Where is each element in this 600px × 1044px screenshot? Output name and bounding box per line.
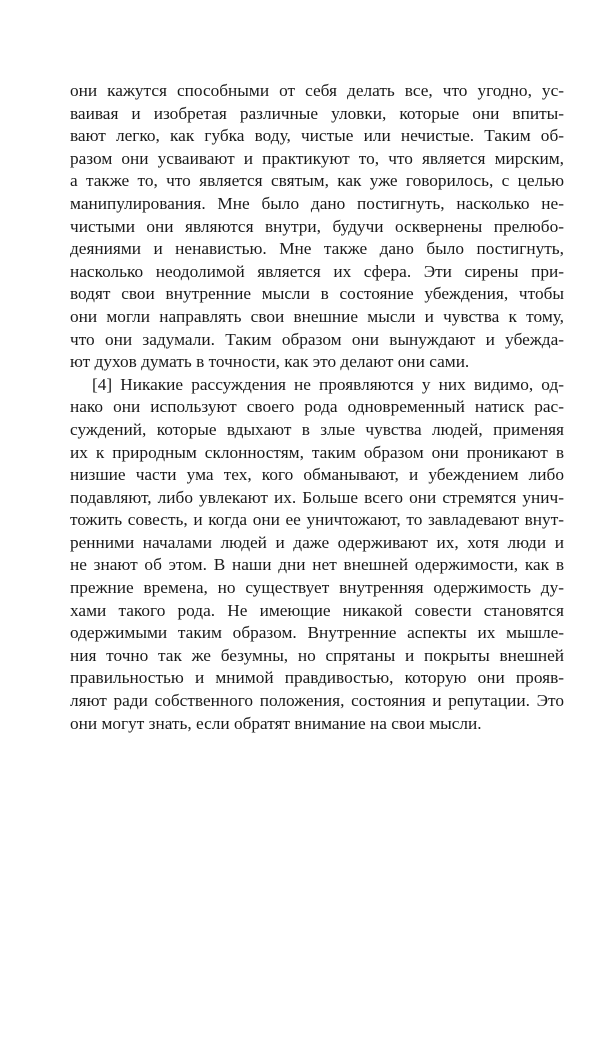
text-line: ляют ради собственного положения, состояния и репутации. Это [70, 691, 564, 711]
text-line: водят свои внутренние мысли в состояние убеждения, чтобы [70, 284, 564, 304]
text-line: прежние времена, но существует внутренняя одержимость ду- [70, 578, 564, 598]
text-line: их к природным склонностям, таким образом они проникают в [70, 442, 564, 462]
text-line: а также то, что является святым, как уже говорилось, с целью [70, 171, 564, 191]
text-line: ют духов думать в точности, как это делают они сами. [70, 352, 470, 372]
paragraph-1 [70, 80, 564, 374]
text-line: что они задумали. Таким образом они вынуждают и убежда- [70, 329, 564, 349]
text-line: ваивая и изобретая различные уловки, которые они впиты- [70, 103, 564, 123]
text-line: [4] Никакие рассуждения не проявляются у них видимо, од- [92, 374, 564, 394]
text-line: хами такого рода. Не имеющие никакой совести становятся [70, 600, 564, 620]
paragraph-2 [70, 374, 564, 736]
text-line: ренними началами людей и даже одерживают их, хотя люди и [70, 532, 564, 552]
text-line: они кажутся способными от себя делать все, что угодно, ус- [70, 81, 564, 100]
text-line: подавляют, либо увлекают их. Больше всего они стремятся унич- [70, 487, 564, 507]
text-line: одержимыми таким образом. Внутренние аспекты их мышле- [70, 623, 564, 643]
text-line: тожить совесть, и когда они ее уничтожают, то завладевают внут- [70, 510, 564, 530]
text-line: они могут знать, если обратят внимание на свои мысли. [70, 713, 482, 733]
text-line: не знают об этом. В наши дни нет внешней одержимости, как в [70, 555, 564, 575]
text-line: суждений, которые вдыхают в злые чувства людей, применяя [70, 419, 564, 439]
text-line: правильностью и мнимой правдивостью, которую они прояв- [70, 668, 564, 688]
text-line: чистыми они являются внутри, будучи осквернены прелюбо- [70, 216, 564, 236]
text-line: они могли направлять свои внешние мысли и чувства к тому, [70, 306, 564, 326]
text-line: насколько неодолимой является их сфера. Эти сирены при- [70, 261, 564, 281]
text-line: ния точно так же безумны, но спрятаны и покрыты внешней [70, 645, 564, 665]
text-line: низшие части ума тех, кого обманывают, и убеждением либо [70, 465, 564, 485]
text-line: нако они используют своего рода одновременный натиск рас- [70, 397, 564, 417]
text-line: деяниями и ненавистью. Мне также дано было постигнуть, [70, 239, 564, 259]
text-line: вают легко, как губка воду, чистые или нечистые. Таким об- [70, 126, 564, 146]
body-text [70, 80, 564, 735]
text-line: разом они усваивают и практикуют то, что является мирским, [70, 148, 564, 168]
text-line: манипулирования. Мне было дано постигнуть, насколько не- [70, 193, 564, 213]
